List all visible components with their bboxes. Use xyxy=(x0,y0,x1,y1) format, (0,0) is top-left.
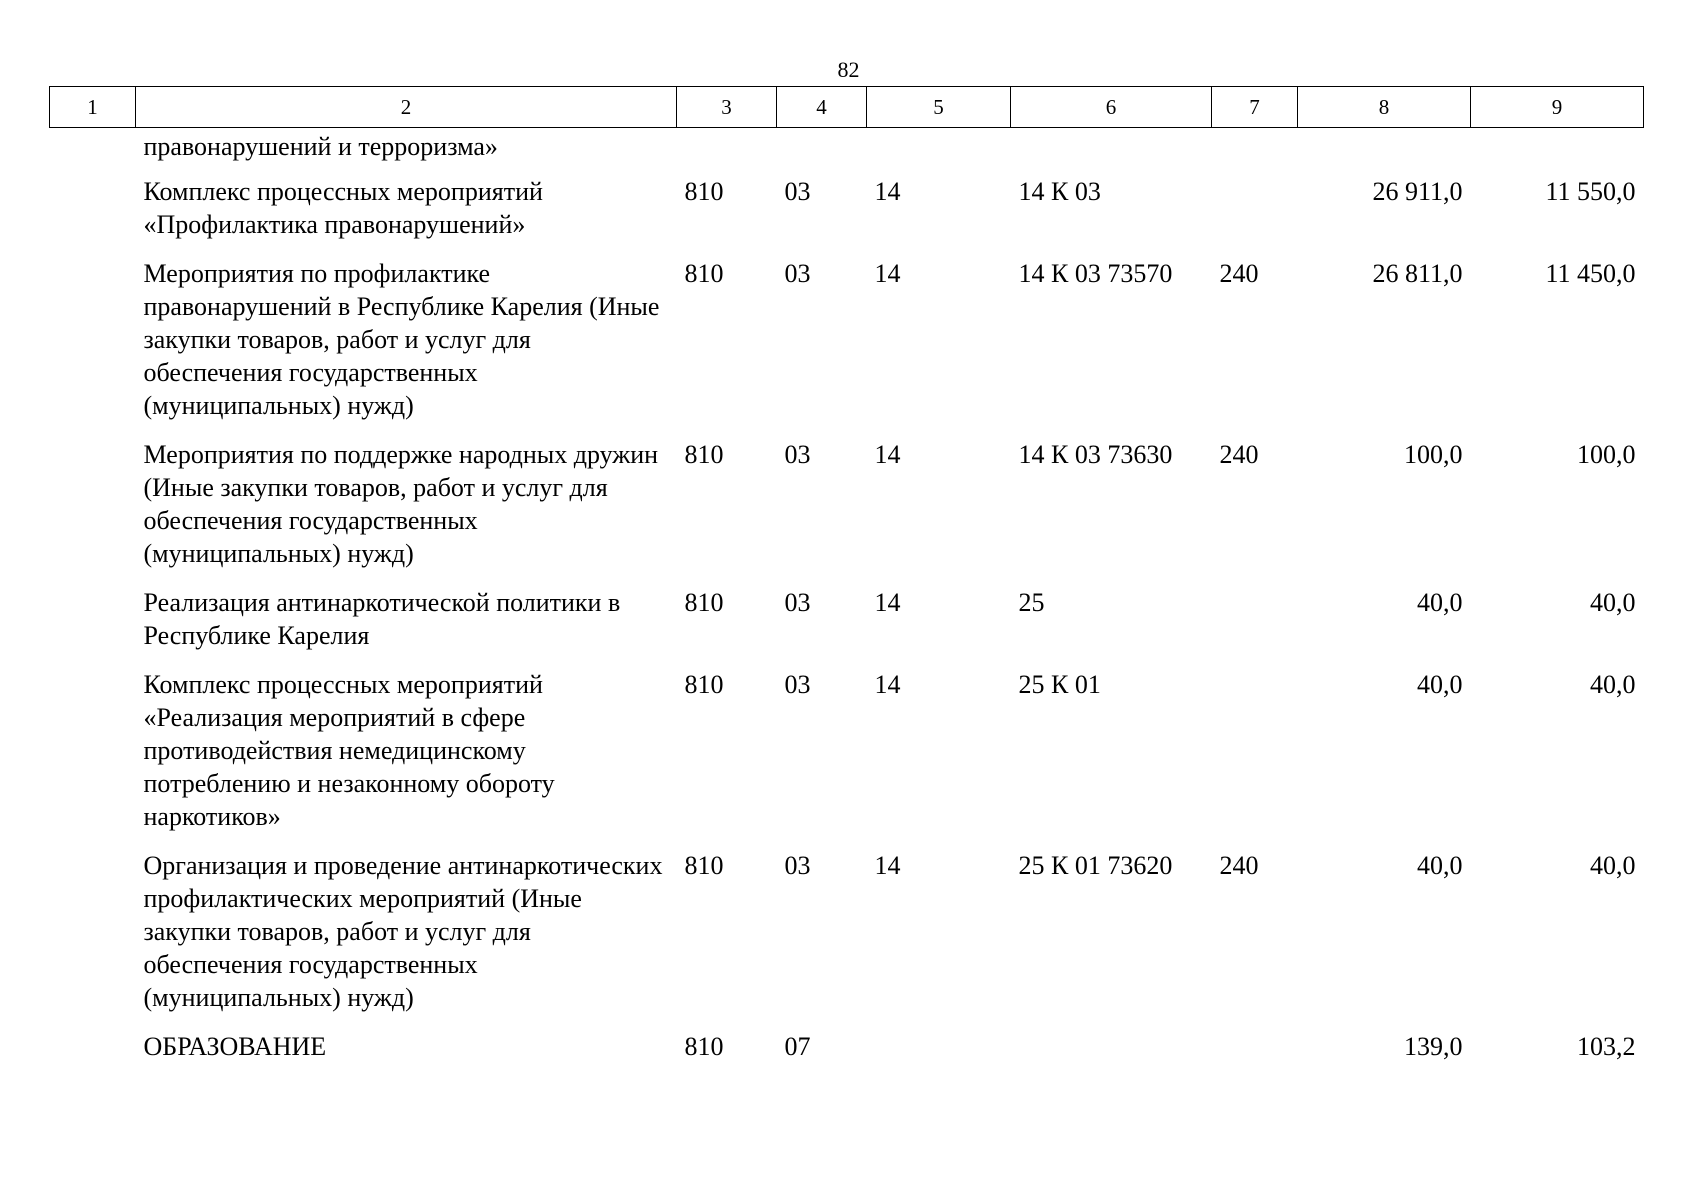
row-code-3: 810 xyxy=(684,259,724,288)
row-code-4: 07 xyxy=(784,1032,811,1061)
row-name: Мероприятия по поддержке народных дружин (Иные закупки товаров, работ и услуг для обеспечения государственных (муниципальных) нужд) xyxy=(143,440,659,568)
row-code-4 xyxy=(777,128,867,176)
column-header-1: 1 xyxy=(50,87,136,128)
row-spacer-cell xyxy=(50,668,136,849)
row-spacer-cell xyxy=(50,586,136,668)
row-code-4: 03 xyxy=(784,440,811,469)
row-amount-8: 26 911,0 xyxy=(1372,177,1463,206)
row-name: Мероприятия по профилактике правонарушений в Республике Карелия (Иные закупки товаров, работ и услуг для обеспечения государственных (муниципальных) нужд) xyxy=(143,259,660,420)
row-code-4: 03 xyxy=(784,259,811,288)
column-header-3: 3 xyxy=(677,87,777,128)
row-code-6 xyxy=(1011,1030,1212,1079)
column-header-7: 7 xyxy=(1212,87,1298,128)
column-header-6: 6 xyxy=(1011,87,1212,128)
row-code-5: 14 xyxy=(874,259,901,288)
row-code-6 xyxy=(1011,128,1212,176)
row-code-3: 810 xyxy=(684,1032,724,1061)
row-code-7 xyxy=(1212,175,1298,257)
header-row xyxy=(50,87,1644,128)
row-name: ОБРАЗОВАНИЕ xyxy=(143,1032,327,1061)
row-amount-9: 40,0 xyxy=(1590,588,1636,617)
row-spacer-cell xyxy=(50,438,136,586)
row-spacer-cell xyxy=(50,849,136,1030)
row-code-5: 14 xyxy=(874,440,901,469)
row-name: правонарушений и терроризма» xyxy=(143,132,498,161)
row-amount-8: 26 811,0 xyxy=(1372,259,1463,288)
row-amount-9: 40,0 xyxy=(1590,851,1636,880)
row-amount-8 xyxy=(1298,128,1471,176)
row-code-6: 25 К 01 73620 xyxy=(1018,851,1173,880)
row-code-7 xyxy=(1212,1030,1298,1079)
column-header-5: 5 xyxy=(867,87,1011,128)
table-row xyxy=(50,128,1644,176)
row-code-7: 240 xyxy=(1219,259,1259,288)
row-amount-9: 100,0 xyxy=(1577,440,1636,469)
row-amount-9 xyxy=(1471,128,1644,176)
column-header-2: 2 xyxy=(136,87,677,128)
table-row xyxy=(50,849,1644,1030)
row-amount-9: 40,0 xyxy=(1590,670,1636,699)
row-amount-8: 100,0 xyxy=(1404,440,1463,469)
row-code-5: 14 xyxy=(874,670,901,699)
row-code-4: 03 xyxy=(784,177,811,206)
row-amount-8: 40,0 xyxy=(1417,588,1463,617)
row-code-4: 03 xyxy=(784,851,811,880)
table-row xyxy=(50,668,1644,849)
row-code-5 xyxy=(867,128,1011,176)
table-row xyxy=(50,1030,1644,1079)
row-code-3: 810 xyxy=(684,851,724,880)
budget-table xyxy=(49,86,1644,1079)
table-row xyxy=(50,438,1644,586)
row-code-5: 14 xyxy=(874,851,901,880)
row-amount-9: 103,2 xyxy=(1577,1032,1636,1061)
row-amount-9: 11 550,0 xyxy=(1545,177,1636,206)
row-code-7 xyxy=(1212,668,1298,849)
row-code-5 xyxy=(867,1030,1011,1079)
row-code-5: 14 xyxy=(874,588,901,617)
row-code-7: 240 xyxy=(1219,440,1259,469)
row-code-6: 14 К 03 xyxy=(1018,177,1101,206)
row-name: Комплекс процессных мероприятий «Реализация мероприятий в сфере противодействия немедицинскому потреблению и незаконному обороту наркотиков» xyxy=(143,670,555,831)
row-code-5: 14 xyxy=(874,177,901,206)
table-header xyxy=(50,87,1644,128)
table-body xyxy=(50,128,1644,1080)
row-spacer-cell xyxy=(50,128,136,176)
table-row xyxy=(50,175,1644,257)
row-amount-8: 40,0 xyxy=(1417,670,1463,699)
row-code-3: 810 xyxy=(684,177,724,206)
table-row xyxy=(50,257,1644,438)
row-spacer-cell xyxy=(50,1030,136,1079)
column-header-8: 8 xyxy=(1298,87,1471,128)
row-code-3: 810 xyxy=(684,440,724,469)
row-code-7: 240 xyxy=(1219,851,1259,880)
row-code-6: 14 К 03 73630 xyxy=(1018,440,1173,469)
row-code-4: 03 xyxy=(784,670,811,699)
column-header-9: 9 xyxy=(1471,87,1644,128)
table-row xyxy=(50,586,1644,668)
row-amount-8: 139,0 xyxy=(1404,1032,1463,1061)
row-code-3 xyxy=(677,128,777,176)
row-amount-8: 40,0 xyxy=(1417,851,1463,880)
row-code-6: 25 К 01 xyxy=(1018,670,1101,699)
column-header-4: 4 xyxy=(777,87,867,128)
row-code-7 xyxy=(1212,128,1298,176)
row-name: Организация и проведение антинаркотических профилактических мероприятий (Иные закупки товаров, работ и услуг для обеспечения государственных (муниципальных) нужд) xyxy=(143,851,663,1012)
row-code-3: 810 xyxy=(684,670,724,699)
page-number: 82 xyxy=(837,57,860,82)
row-spacer-cell xyxy=(50,175,136,257)
row-spacer-cell xyxy=(50,257,136,438)
row-code-6: 25 xyxy=(1018,588,1045,617)
row-code-3: 810 xyxy=(684,588,724,617)
row-code-6: 14 К 03 73570 xyxy=(1018,259,1173,288)
row-code-4: 03 xyxy=(784,588,811,617)
row-amount-9: 11 450,0 xyxy=(1545,259,1636,288)
row-name: Комплекс процессных мероприятий «Профилактика правонарушений» xyxy=(143,177,543,239)
row-name: Реализация антинаркотической политики в Республике Карелия xyxy=(143,588,621,650)
row-code-7 xyxy=(1212,586,1298,668)
